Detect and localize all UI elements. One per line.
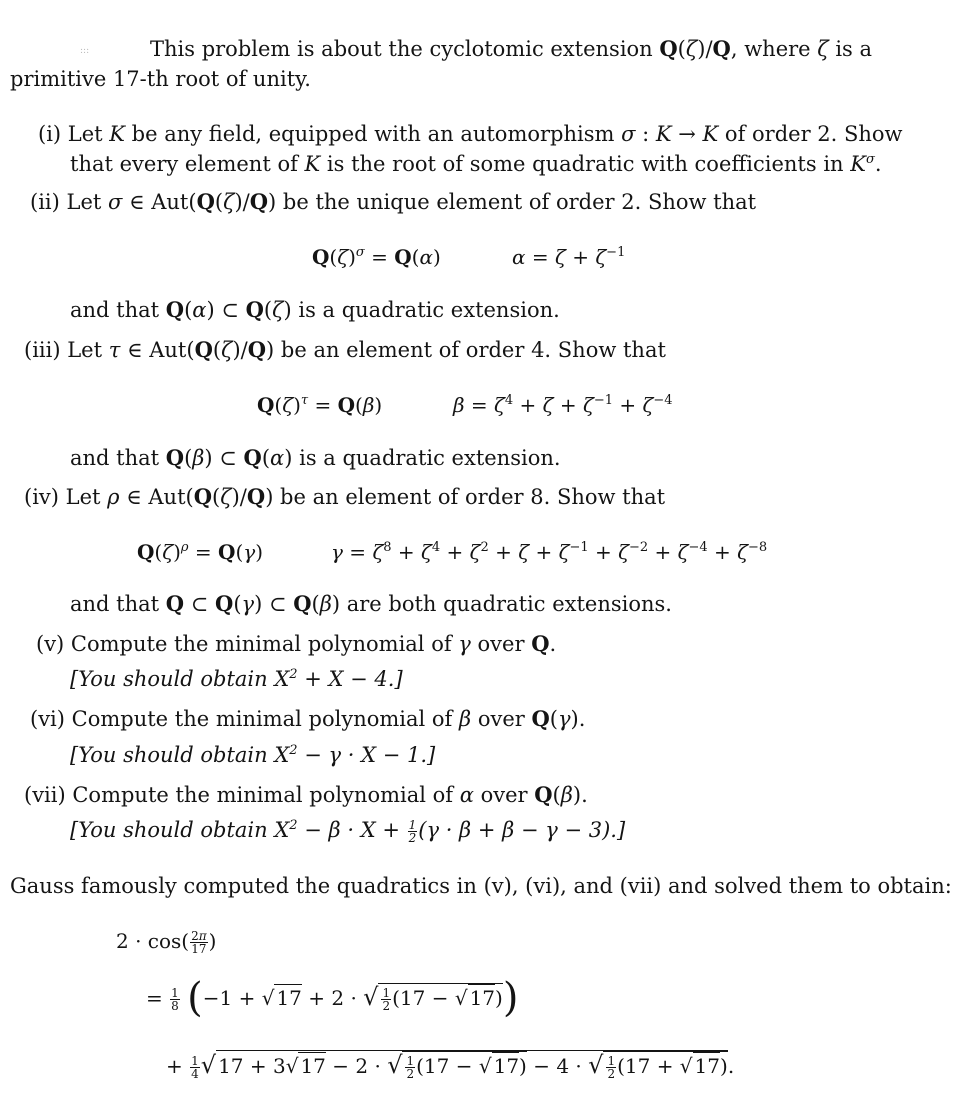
item-vi-hint: [You should obtain $X^2 - \gamma \cdot X - 1$.] <box>70 743 436 767</box>
item-vii-hint: [You should obtain $X^2 - \beta \cdot X$ + $\frac{1}{2}$ (γ · β + β − γ − 3).] <box>70 818 626 845</box>
item-i-line-1: (i) Let K be any field, equipped with an automorphism σ : K → K of order 2. Show <box>38 122 903 146</box>
gauss-sentence: Gauss famously computed the quadratics in (v), (vi), and (vii) and solved them to obtain: <box>10 874 952 898</box>
scan-dot-artifact: ::: <box>80 46 90 56</box>
item-ii-line-1: (ii) Let σ ∈ Aut(Q(ζ)/Q) be the unique element of order 2. Show that <box>30 189 757 214</box>
intro-line-2: primitive 17-th root of unity. <box>10 67 311 91</box>
item-iv-line-2: and that Q ⊂ Q(γ) ⊂ Q(β) are both quadratic extensions. <box>70 591 672 616</box>
item-iii-line-2: and that Q(β) ⊂ Q(α) is a quadratic extension. <box>70 445 561 470</box>
item-vi-line-1: (vi) Compute the minimal polynomial of β over Q(γ). <box>30 706 586 731</box>
item-iii-line-1: (iii) Let τ ∈ Aut(Q(ζ)/Q) be an element of order 4. Show that <box>24 337 666 362</box>
gauss-formula-line-3: + $\frac{1}{4}$ √ 17 + 3√ 17 − 2 · √ $\frac{1}{2}$ (17 − √ 17) − 4 · √ $\frac{1}{2}$ (17 + √ 17). <box>166 1051 735 1081</box>
item-v-line-1: (v) Compute the minimal polynomial of γ over Q. <box>36 631 557 656</box>
gauss-cos-line: 2 · cos( $\frac{2\pi}{17}$ ) <box>116 929 217 956</box>
item-iv-equation-left: $Q(\zeta)^\rho = Q(\gamma)$ <box>137 540 264 564</box>
item-ii-line-2: and that Q(α) ⊂ Q(ζ) is a quadratic extension. <box>70 297 560 322</box>
gauss-formula-line-2: = $\frac{1}{8}$ (−1 + √ 17 + 2 · √ $\frac{1}{2}$ (17 − √ 17)) <box>146 975 519 1021</box>
item-v-hint: [You should obtain $X^2 + X - 4$.] <box>70 667 403 691</box>
item-iv-line-1: (iv) Let ρ ∈ Aut(Q(ζ)/Q) be an element of order 8. Show that <box>24 484 666 509</box>
item-ii-equation-left: $Q(\zeta)^\sigma = Q(\alpha)$ <box>312 245 441 269</box>
item-vii-line-1: (vii) Compute the minimal polynomial of α over Q(β). <box>24 782 588 807</box>
item-ii-equation-right: $\alpha = \zeta + \zeta^{-1}$ <box>512 245 626 269</box>
item-i-line-2: that every element of K is the root of some quadratic with coefficients in $K^\sigma$. <box>70 152 882 176</box>
intro-line-1: This problem is about the cyclotomic extension Q(ζ)/Q, where ζ is a <box>150 36 873 61</box>
item-iv-equation-right: $\gamma = \zeta^8 + \zeta^4 + \zeta^2 + \zeta + \zeta^{-1} + \zeta^{-2} + \zeta^{-4} + \zeta^{-8}$ <box>331 540 768 564</box>
item-iii-equation-right: $\beta = \zeta^4 + \zeta + \zeta^{-1} + \zeta^{-4}$ <box>453 393 673 417</box>
item-iii-equation-left: $Q(\zeta)^\tau = Q(\beta)$ <box>257 393 383 417</box>
